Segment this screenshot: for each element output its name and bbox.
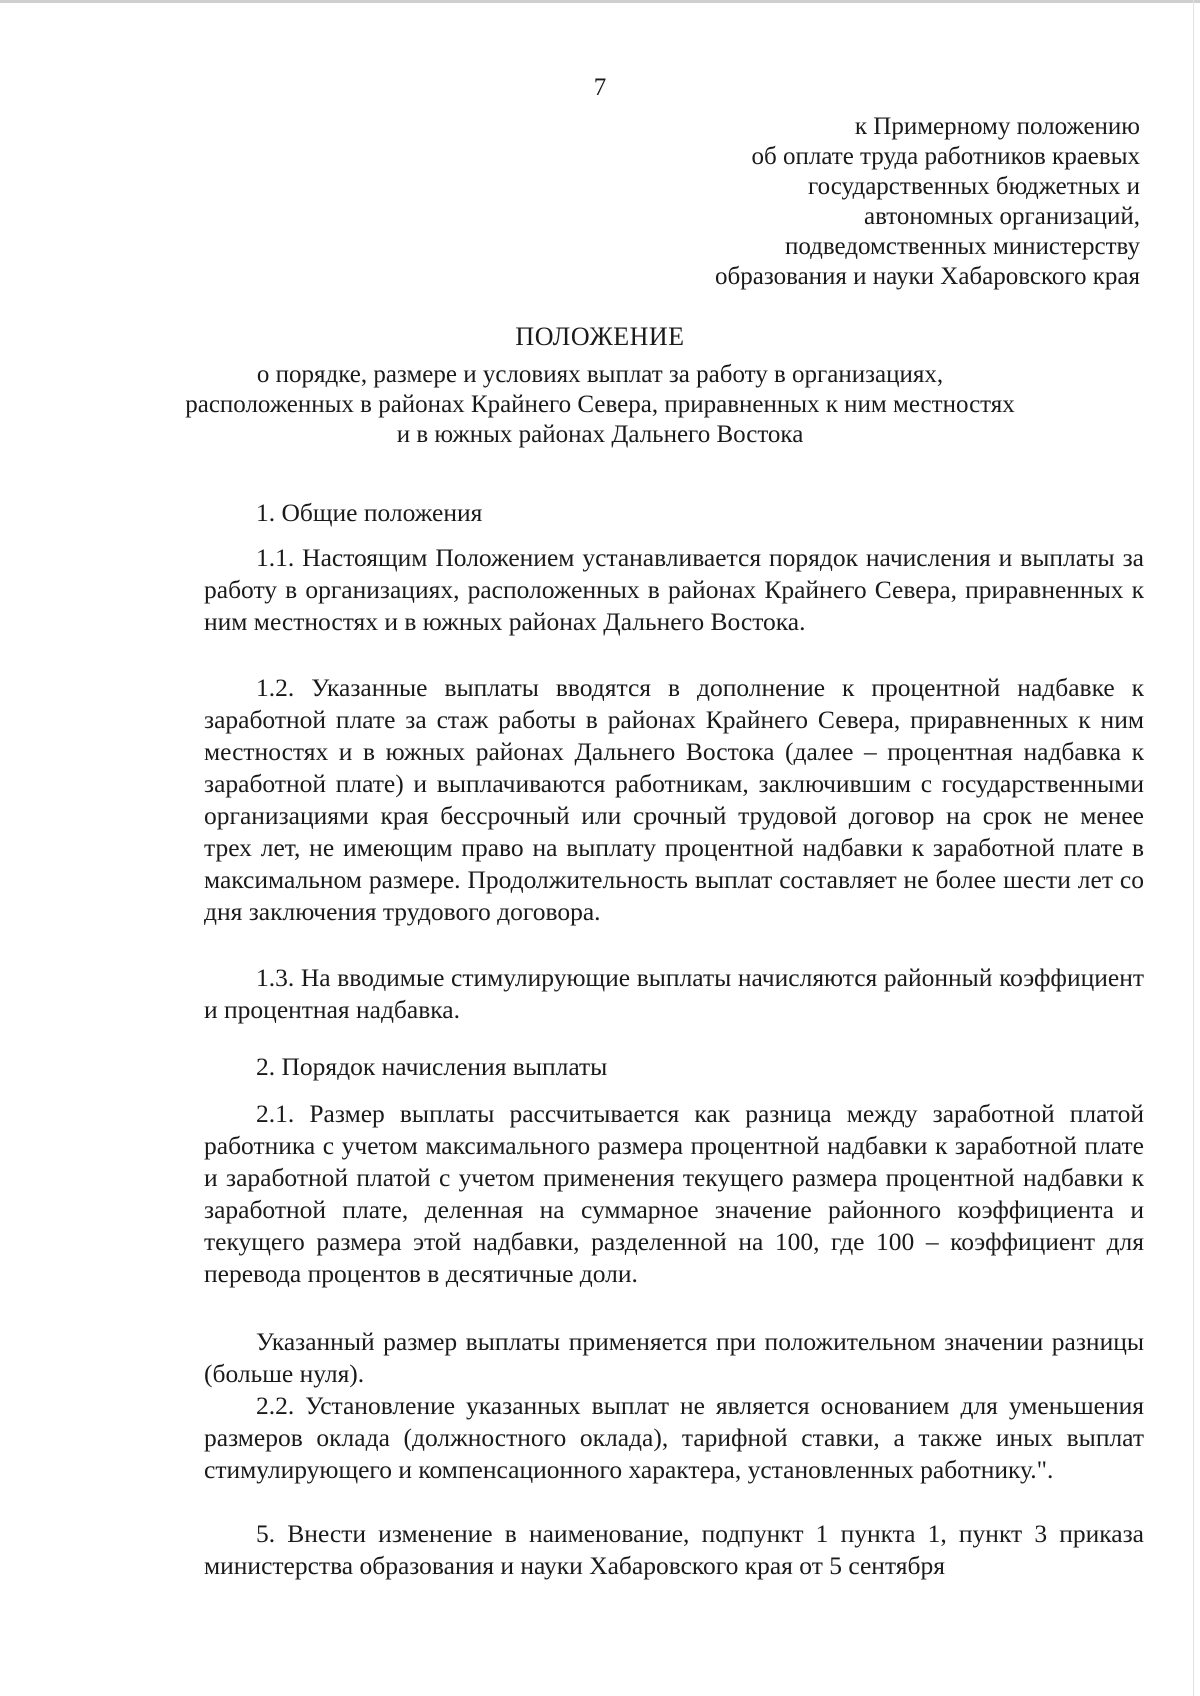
paragraph-text: 2.2. Установление указанных выплат не является основанием для уменьшения размеров оклада (должностного оклада), тарифной ставки, а также иных выплат стимулирующего и компенсационного характера, установленных работнику.".: [204, 1391, 1144, 1484]
section-heading-procedure: 2. Порядок начисления выплаты: [256, 1052, 608, 1081]
paragraph-1-3: [204, 962, 1144, 1026]
paragraph-2-1: [204, 1098, 1144, 1290]
paragraph-2-1-note: [204, 1326, 1144, 1390]
paragraph-5: [204, 1518, 1144, 1582]
annex-line: образования и науки Хабаровского края: [715, 263, 1140, 290]
annex-line: государственных бюджетных и: [808, 173, 1140, 200]
paragraph-text: 1.3. На вводимые стимулирующие выплаты начисляются районный коэффициент и процентная надбавка.: [204, 963, 1144, 1024]
annex-line: подведомственных министерству: [785, 233, 1140, 260]
subtitle-line: и в южных районах Дальнего Востока: [396, 421, 804, 448]
paragraph-2-2: [204, 1390, 1144, 1486]
paragraph-text: 1.1. Настоящим Положением устанавливается порядок начисления и выплаты за работу в организациях, расположенных в районах Крайнего Севера, приравненных к ним местностях и в южных районах Дальнего Востока.: [204, 543, 1144, 636]
paragraph-text: 5. Внести изменение в наименование, подпункт 1 пункта 1, пункт 3 приказа министерства образования и науки Хабаровского края от 5 сентября: [204, 1519, 1144, 1580]
section-heading-general: 1. Общие положения: [256, 498, 483, 527]
page-number: 7: [593, 74, 607, 101]
subtitle-line: о порядке, размере и условиях выплат за работу в организациях,: [256, 361, 944, 388]
paragraph-text: 1.2. Указанные выплаты вводятся в дополнение к процентной надбавке к заработной плате за стаж работы в районах Крайнего Севера, приравненных к ним местностях и в южных районах Дальнего Востока (далее – процентная надбавка к заработной плате) и выплачиваются работникам, заключившим с государственными организациями края бессрочный или срочный трудовой договор на срок не менее трех лет, не имеющим право на выплату процентной надбавки к заработной плате в максимальном размере. Продолжительность выплат составляет не более шести лет со дня заключения трудового договора.: [204, 673, 1144, 926]
paragraph-1-2: [204, 672, 1144, 928]
document-title: ПОЛОЖЕНИЕ: [515, 322, 685, 351]
subtitle-line: расположенных в районах Крайнего Севера, приравненных к ним местностях: [185, 391, 1015, 418]
paragraph-text: 2.1. Размер выплаты рассчитывается как разница между заработной платой работника с учетом максимального размера процентной надбавки к заработной плате и заработной платой с учетом применения текущего размера процентной надбавки к заработной плате, деленная на суммарное значение районного коэффициента и текущего размера этой надбавки, разделенной на 100, где 100 – коэффициент для перевода процентов в десятичные доли.: [204, 1099, 1144, 1288]
annex-line: к Примерному положению: [854, 113, 1140, 140]
document-subtitle: [0, 360, 1200, 450]
annex-line: автономных организаций,: [864, 203, 1140, 230]
scan-edge-top: [0, 0, 1200, 3]
paragraph-1-1: [204, 542, 1144, 638]
paragraph-text: Указанный размер выплаты применяется при положительном значении разницы (больше нуля).: [204, 1327, 1144, 1388]
scan-edge-right: [1193, 0, 1194, 1696]
annex-line: об оплате труда работников краевых: [751, 143, 1140, 170]
annex-block: [715, 112, 1140, 292]
